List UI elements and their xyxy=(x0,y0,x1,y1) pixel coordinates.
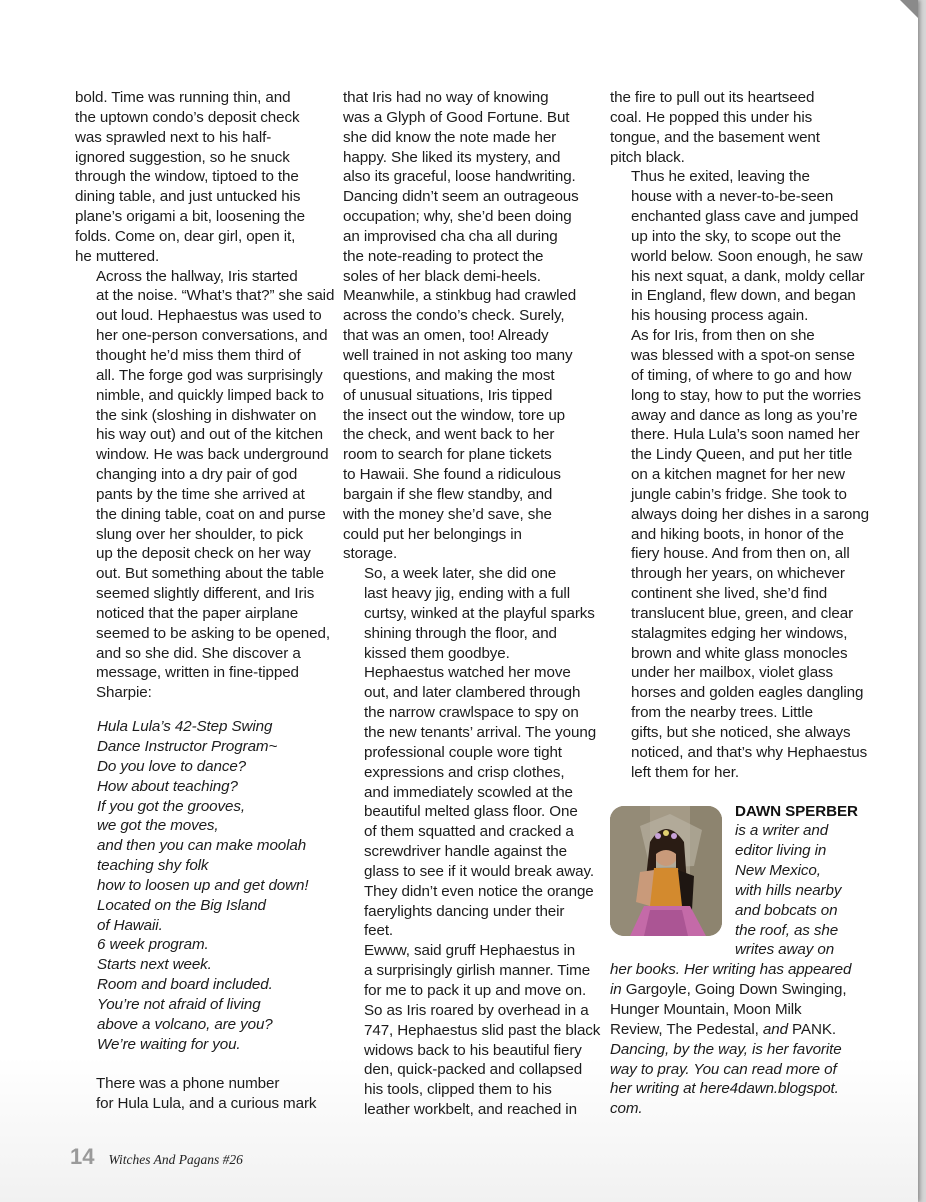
text-line: faerylights dancing under their xyxy=(364,902,565,920)
text-line: bargain if she flew standby, and xyxy=(343,485,553,503)
text-line: teaching shy folk xyxy=(97,857,209,875)
text-line: the new tenants’ arrival. The young xyxy=(364,724,597,741)
text-line: in England, flew down, and began xyxy=(631,287,856,305)
text-line: leather workbelt, and reached in xyxy=(364,1101,577,1119)
page-corner xyxy=(900,0,918,18)
text-line: window. He was back underground xyxy=(96,446,329,464)
text-line: professional couple wore tight xyxy=(364,743,562,761)
text-line: out. But something about the table xyxy=(96,565,324,583)
text-line: up the deposit check on her way xyxy=(96,545,311,563)
text-line: through the window, tiptoed to the xyxy=(75,168,299,186)
bio-line xyxy=(610,1079,862,1099)
text-line: occupation; why, she’d been doing xyxy=(343,208,572,226)
text-line: his tools, clipped them to his xyxy=(364,1081,552,1099)
paragraph xyxy=(75,267,335,704)
text-line: Across the hallway, Iris started xyxy=(96,267,298,285)
text-line: of unusual situations, Iris tipped xyxy=(343,386,553,404)
text-line: nimble, and quickly limped back to xyxy=(96,386,324,404)
text-line: to Hawaii. She found a ridiculous xyxy=(343,466,561,484)
text-line: a surprisingly girlish manner. Time xyxy=(364,962,591,980)
text-line: the note-reading to protect the xyxy=(343,247,544,265)
paragraph xyxy=(610,326,869,782)
text-line: gifts, but she noticed, she always xyxy=(631,724,851,741)
paragraph xyxy=(343,663,595,941)
text-line: was a Glyph of Good Fortune. But xyxy=(343,108,570,126)
text-line: Hula Lula’s 42-Step Swing xyxy=(97,718,273,736)
text-line: he muttered. xyxy=(75,247,160,265)
text-line: across the condo’s check. Surely, xyxy=(343,307,565,325)
text-line: with hills nearby xyxy=(735,881,842,899)
text-line: There was a phone number xyxy=(96,1075,280,1093)
text-line: from the nearby trees. Little xyxy=(631,704,813,722)
text-line: pants by the time she arrived at xyxy=(96,485,305,503)
text-line: well trained in not asking too many xyxy=(343,346,573,364)
author-bio xyxy=(610,802,862,1120)
paragraph xyxy=(75,1074,327,1114)
text-line: seemed to be asking to be opened, xyxy=(96,624,330,642)
text-line: Dancing didn’t seem an outrageous xyxy=(343,188,579,206)
bio-line xyxy=(610,980,862,1000)
text-line: jungle cabin’s fridge. She took to xyxy=(631,485,847,503)
text-line: Meanwhile, a stinkbug had crawled xyxy=(343,287,577,305)
text-line: on a kitchen magnet for her new xyxy=(631,466,845,484)
text-line: Hephaestus watched her move xyxy=(364,664,571,682)
bio-text-run: her writing at here4dawn.blogspot. xyxy=(610,1080,839,1098)
flyer-poem xyxy=(97,717,327,1054)
text-line: seemed slightly different, and Iris xyxy=(96,585,315,603)
text-line: dining table, and just untucked his xyxy=(75,188,301,206)
text-line: the fire to pull out its heartseed xyxy=(610,89,815,106)
text-line: and then you can make moolah xyxy=(97,837,307,855)
page-footer xyxy=(70,1144,243,1170)
text-line: we got the moves, xyxy=(97,817,219,835)
column-2 xyxy=(343,88,601,1120)
paragraph xyxy=(343,88,595,564)
paragraph xyxy=(75,88,327,267)
text-line: the uptown condo’s deposit check xyxy=(75,108,300,126)
text-line: shining through the floor, and xyxy=(364,624,557,642)
text-line: of Hawaii. xyxy=(97,916,163,934)
publication-title: Hunger Mountain, Moon Milk xyxy=(610,1000,802,1018)
text-line: bold. Time was running thin, and xyxy=(75,89,291,106)
text-line: changing into a dry pair of god xyxy=(96,466,298,484)
text-line: the insect out the window, tore up xyxy=(343,406,566,424)
text-line: pitch black. xyxy=(610,148,685,166)
text-line: ignored suggestion, so he snuck xyxy=(75,148,290,166)
text-line: Located on the Big Island xyxy=(97,896,266,914)
paragraph xyxy=(610,167,865,326)
text-line: the dining table, coat on and purse xyxy=(96,505,326,523)
text-line: enchanted glass cave and jumped xyxy=(631,208,859,226)
text-line: is a writer and xyxy=(735,822,829,840)
text-line: Sharpie: xyxy=(96,684,152,702)
text-line: always doing her dishes in a sarong xyxy=(631,505,869,523)
text-line: fiery house. And from then on, all xyxy=(631,545,850,563)
bio-full-lines xyxy=(610,960,862,1119)
text-line: last heavy jig, ending with a full xyxy=(364,585,570,603)
text-line: at the noise. “What’s that?” she said xyxy=(96,287,335,305)
text-line: 6 week program. xyxy=(97,936,209,954)
publication-title: Review, The Pedestal, xyxy=(610,1020,759,1038)
text-line: They didn’t even notice the orange xyxy=(364,882,594,900)
text-line: her one-person conversations, and xyxy=(96,327,328,345)
text-line: glass to see if it would break away. xyxy=(364,862,594,880)
text-line: feet. xyxy=(364,922,394,940)
text-line: for me to pack it up and move on. xyxy=(364,981,587,999)
text-line: expressions and crisp clothes, xyxy=(364,763,565,781)
text-line: also its graceful, loose handwriting. xyxy=(343,168,576,186)
text-line: message, written in fine-tipped xyxy=(96,664,299,682)
bio-line xyxy=(610,1000,862,1020)
text-line: the Lindy Queen, and put her title xyxy=(631,446,853,464)
text-line: horses and golden eagles dangling xyxy=(631,684,864,702)
text-line: and hiking boots, in honor of the xyxy=(631,525,844,543)
text-line: So, a week later, she did one xyxy=(364,565,557,583)
publication-title: Gargoyle, Going Down Swinging, xyxy=(625,981,847,999)
text-line: curtsy, winked at the playful sparks xyxy=(364,604,595,622)
text-line: slung over her shoulder, to pick xyxy=(96,525,304,543)
text-line: the sink (sloshing in dishwater on xyxy=(96,406,317,424)
text-line: long to stay, how to put the worries xyxy=(631,386,861,404)
text-line: above a volcano, are you? xyxy=(97,1015,273,1033)
text-line: beautiful melted glass floor. One xyxy=(364,803,578,821)
text-line: thought he’d miss them third of xyxy=(96,346,301,364)
text-line: there. Hula Lula’s soon named her xyxy=(631,426,860,444)
column-1 xyxy=(75,88,335,1114)
text-line: storage. xyxy=(343,545,398,563)
text-line: of them squatted and cracked a xyxy=(364,823,574,841)
text-line: noticed, and that’s why Hephaestus xyxy=(631,743,868,761)
text-line: for Hula Lula, and a curious mark xyxy=(96,1095,317,1113)
bio-text-run: and xyxy=(758,1020,793,1038)
text-line: under her mailbox, violet glass xyxy=(631,664,834,682)
paragraph xyxy=(610,88,862,167)
text-line: the narrow crawlspace to spy on xyxy=(364,704,579,722)
text-line: his way out) and out of the kitchen xyxy=(96,426,323,444)
text-line: out, and later clambered through xyxy=(364,684,581,702)
bio-line xyxy=(610,1060,862,1080)
text-line: was sprawled next to his half- xyxy=(75,128,272,146)
bio-text-run: way to pray. You can read more of xyxy=(610,1060,837,1078)
author-name: DAWN SPERBER xyxy=(735,802,858,820)
author-photo-image xyxy=(610,806,722,936)
bio-text-run: Dancing, by the way, is her favorite xyxy=(610,1040,842,1058)
text-line: 747, Hephaestus slid past the black xyxy=(364,1021,601,1039)
text-line: of timing, of where to go and how xyxy=(631,366,852,384)
text-line: questions, and making the most xyxy=(343,366,555,384)
text-line: So as Iris roared by overhead in a xyxy=(364,1001,589,1019)
text-line: brown and white glass monocles xyxy=(631,644,848,662)
text-line: happy. She liked its mystery, and xyxy=(343,148,561,166)
bio-line xyxy=(610,960,862,980)
bio-line xyxy=(610,1040,862,1060)
text-line: writes away on xyxy=(735,941,835,959)
text-line: folds. Come on, dear girl, open it, xyxy=(75,227,296,245)
text-line: away and dance as long as you’re xyxy=(631,406,858,424)
text-line: coal. He popped this under his xyxy=(610,108,813,126)
bio-text-run: in xyxy=(610,981,626,999)
text-line: Room and board included. xyxy=(97,976,273,994)
column-3 xyxy=(610,88,869,1119)
text-line: screwdriver handle against the xyxy=(364,843,567,861)
text-line: editor living in xyxy=(735,842,827,860)
text-line: and bobcats on xyxy=(735,901,838,919)
text-line: could put her belongings in xyxy=(343,525,522,543)
text-line: with the money she’d save, she xyxy=(343,505,552,523)
text-line: she did know the note made her xyxy=(343,128,557,146)
bio-line xyxy=(610,1020,862,1040)
text-line: room to search for plane tickets xyxy=(343,446,552,464)
text-line: continent she lived, she’d find xyxy=(631,585,828,603)
text-line: New Mexico, xyxy=(735,862,821,880)
text-line: up into the sky, to scope out the xyxy=(631,227,842,245)
text-line: out loud. Hephaestus was used to xyxy=(96,307,322,325)
text-line: how to loosen up and get down! xyxy=(97,876,309,894)
text-line: that was an omen, too! Already xyxy=(343,327,549,345)
text-line: and immediately scowled at the xyxy=(364,783,573,801)
text-line: If you got the grooves, xyxy=(97,797,245,815)
bio-line xyxy=(610,1099,862,1119)
text-line: translucent blue, green, and clear xyxy=(631,604,854,622)
text-line: Starts next week. xyxy=(97,956,212,974)
text-line: the check, and went back to her xyxy=(343,426,555,444)
paragraph xyxy=(343,564,595,663)
bio-text-run: com. xyxy=(610,1100,643,1118)
publication-title: PANK. xyxy=(792,1020,836,1038)
text-line: his housing process again. xyxy=(631,307,809,325)
text-line: widows back to his beautiful fiery xyxy=(364,1041,582,1059)
text-line: soles of her black demi-heels. xyxy=(343,267,541,285)
text-line: was blessed with a spot-on sense xyxy=(631,346,855,364)
page-number: 14 xyxy=(70,1144,95,1169)
text-line: We’re waiting for you. xyxy=(97,1035,241,1053)
text-line: Ewww, said gruff Hephaestus in xyxy=(364,942,576,960)
text-line: As for Iris, from then on she xyxy=(631,327,815,345)
text-line: plane’s origami a bit, loosening the xyxy=(75,208,305,226)
magazine-title: Witches And Pagans #26 xyxy=(108,1152,243,1167)
text-line: You’re not afraid of living xyxy=(97,995,261,1013)
text-line: all. The forge god was surprisingly xyxy=(96,366,323,384)
text-line: world below. Soon enough, he saw xyxy=(631,247,863,265)
author-photo xyxy=(610,806,722,936)
text-line: stalagmites edging her windows, xyxy=(631,624,848,642)
text-line: an improvised cha cha all during xyxy=(343,227,558,245)
paragraph xyxy=(343,941,601,1120)
text-line: Thus he exited, leaving the xyxy=(631,168,810,186)
text-line: Dance Instructor Program~ xyxy=(97,738,278,755)
text-line: noticed that the paper airplane xyxy=(96,604,299,622)
bio-text-run: her books. Her writing has appeared xyxy=(610,961,852,979)
text-line: his next squat, a dank, moldy cellar xyxy=(631,267,865,285)
text-line: Do you love to dance? xyxy=(97,757,247,775)
text-line: house with a never-to-be-seen xyxy=(631,188,834,206)
text-line: kissed them goodbye. xyxy=(364,644,510,662)
text-line: left them for her. xyxy=(631,763,739,781)
text-line: How about teaching? xyxy=(97,777,238,795)
text-line: tongue, and the basement went xyxy=(610,128,820,146)
text-line: and so she did. She discover a xyxy=(96,644,301,662)
text-line: den, quick-packed and collapsed xyxy=(364,1061,583,1079)
text-line: the roof, as she xyxy=(735,921,839,939)
text-line: through her years, on whichever xyxy=(631,565,845,583)
text-line: that Iris had no way of knowing xyxy=(343,89,549,106)
